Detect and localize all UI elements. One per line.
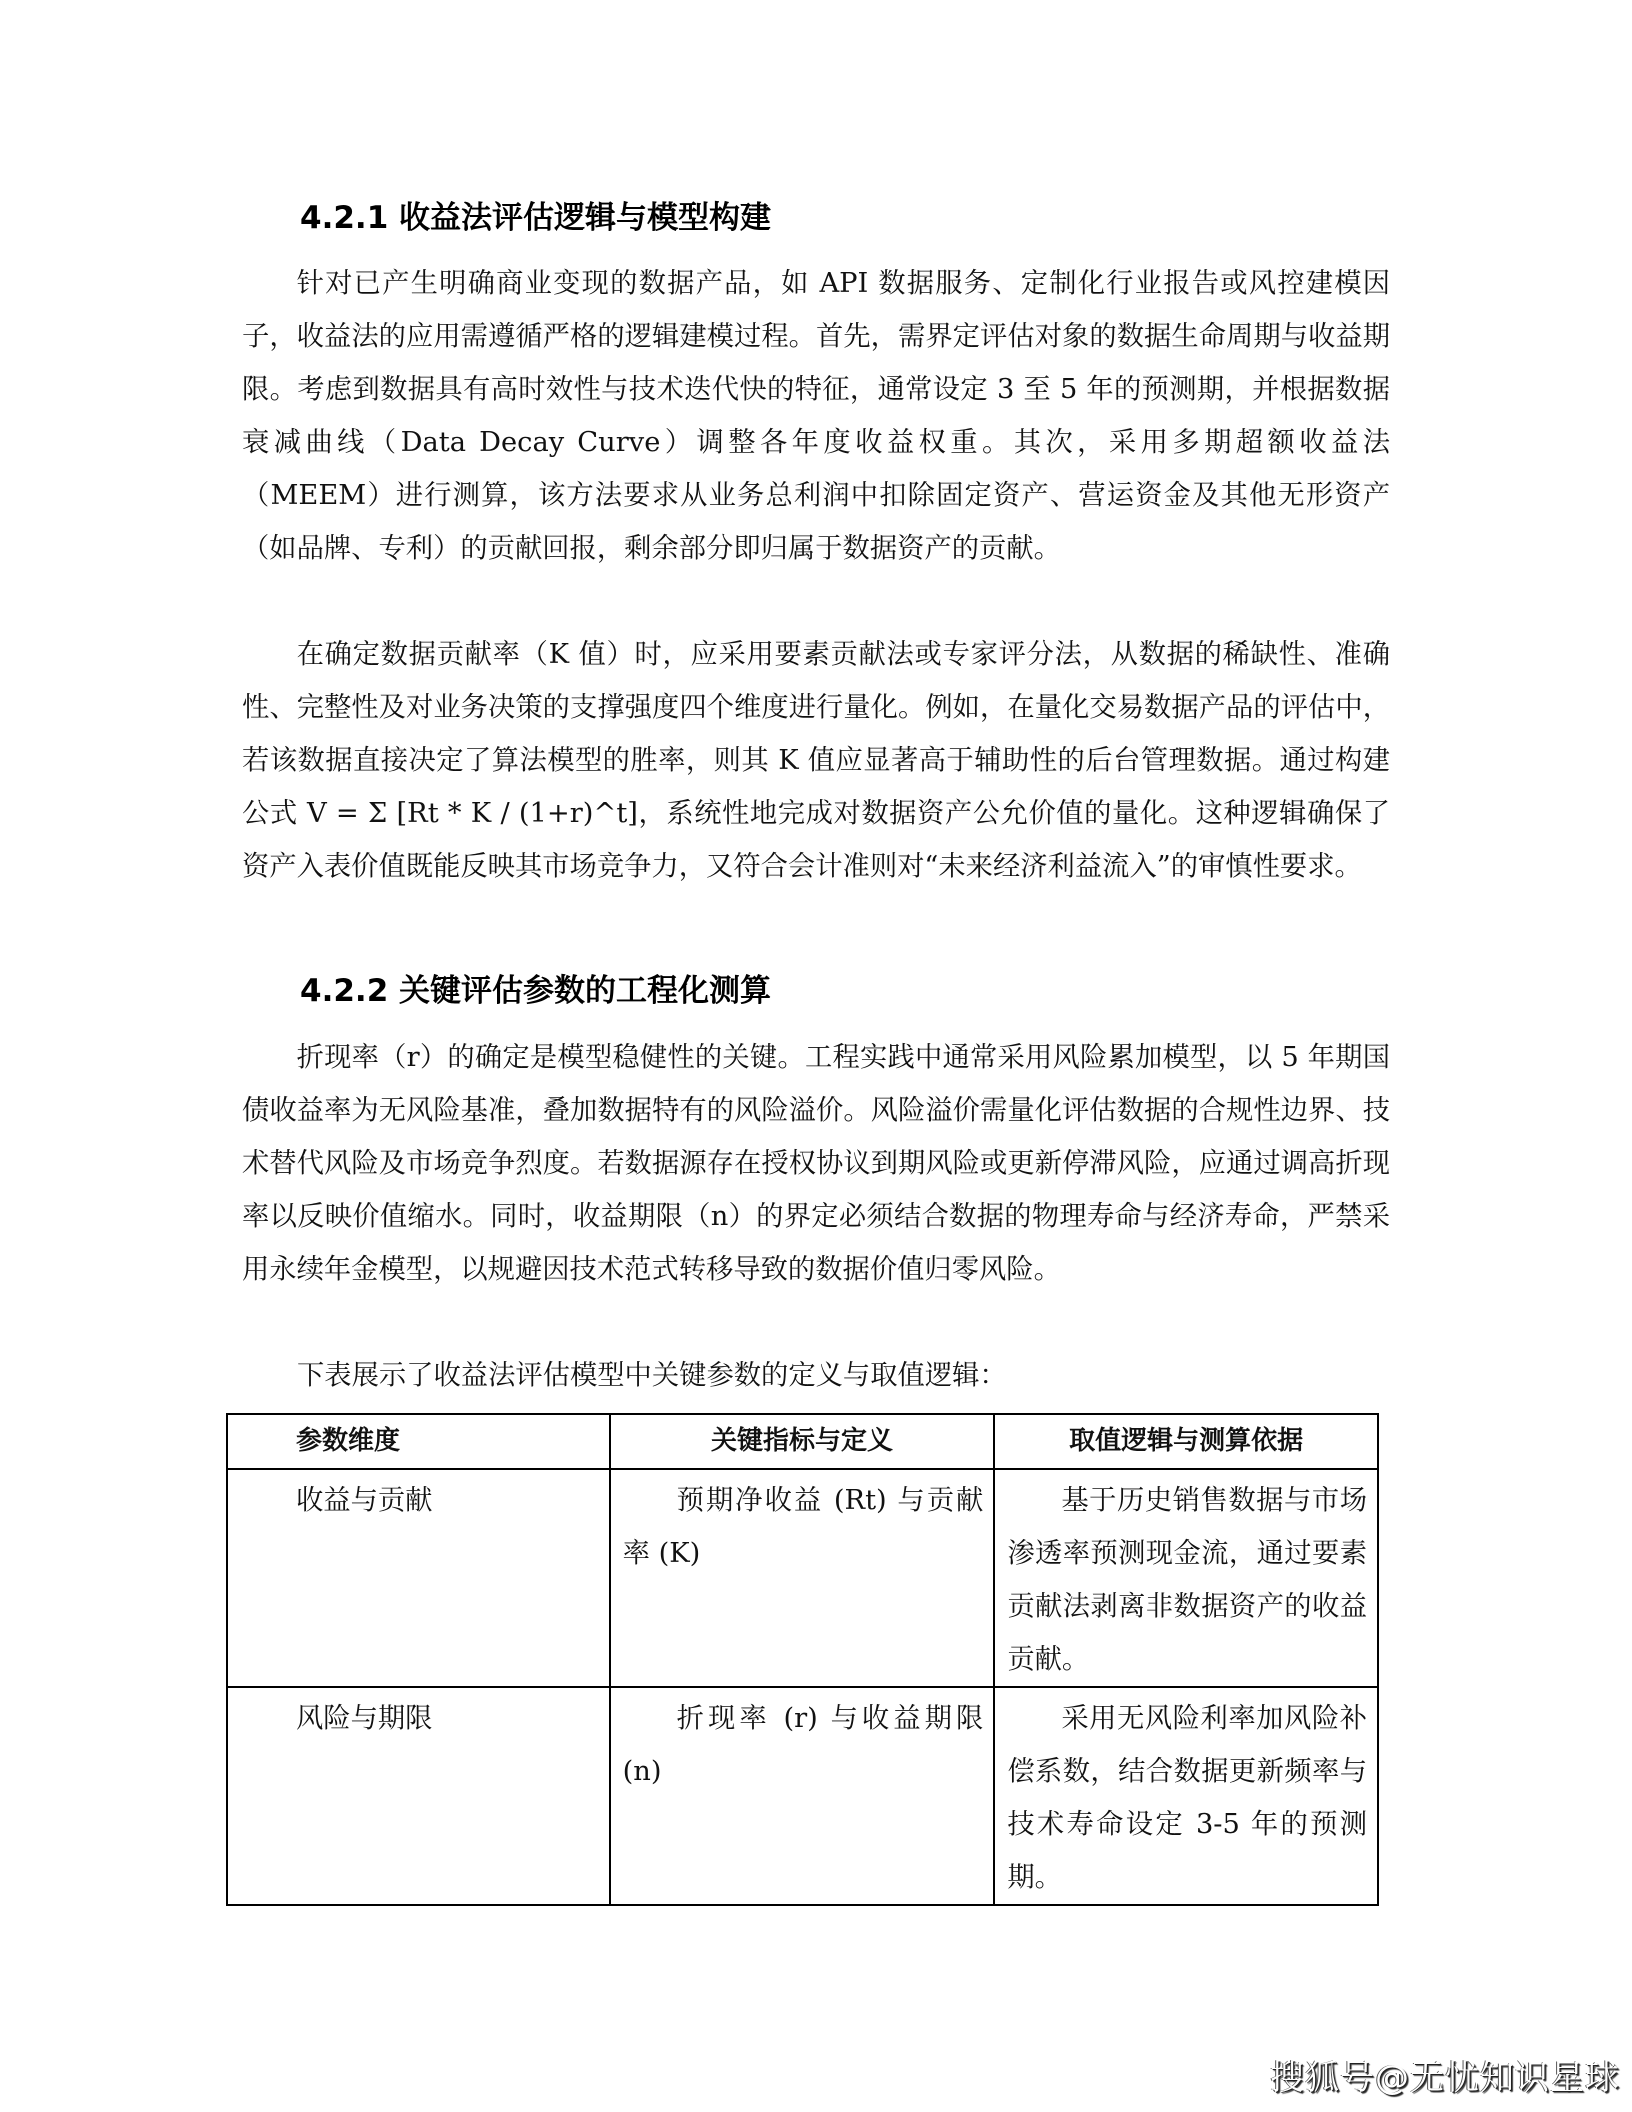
table-cell-logic bbox=[994, 1469, 1378, 1687]
header-label: 关键指标与定义 bbox=[710, 1426, 893, 1456]
paragraph-contribution-rate: 在确定数据贡献率（K 值）时，应采用要素贡献法或专家评分法，从数据的稀缺性、准确性、完整性及对业务决策的支撑强度四个维度进行量化。例如，在量化交易数据产品的评估中，若该数据直接决定了算法模型的胜率，则其 K 值应显著高于辅助性的后台管理数据。通过构建公式 V = Σ [Rt * K / (1+r)^t]，系统性地完成对数据资产公允价值的量化。这种逻辑确保了资产入表价值既能反映其市场竞争力，又符合会计准则对“未来经济利益流入”的审慎性要求。 bbox=[242, 639, 1390, 882]
table-header-dimension bbox=[227, 1414, 610, 1469]
table-header-row bbox=[227, 1414, 1378, 1469]
cell-text: 基于历史销售数据与市场渗透率预测现金流，通过要素贡献法剥离非数据资产的收益贡献。 bbox=[1007, 1485, 1367, 1675]
cell-text: 预期净收益 (Rt) 与贡献率 (K) bbox=[622, 1485, 984, 1569]
section-heading-4-2-1: 4.2.1 收益法评估逻辑与模型构建 bbox=[300, 200, 772, 236]
table-header-logic bbox=[994, 1414, 1378, 1469]
table-cell-indicator bbox=[610, 1469, 995, 1687]
paragraph-discount-rate: 折现率（r）的确定是模型稳健性的关键。工程实践中通常采用风险累加模型，以 5 年期国债收益率为无风险基准，叠加数据特有的风险溢价。风险溢价需量化评估数据的合规性边界、技术替代风险及市场竞争烈度。若数据源存在授权协议到期风险或更新停滞风险，应通过调高折现率以反映价值缩水。同时，收益期限（n）的界定必须结合数据的物理寿命与经济寿命，严禁采用永续年金模型，以规避因技术范式转移导致的数据价值归零风险。 bbox=[242, 1042, 1390, 1285]
header-label: 取值逻辑与测算依据 bbox=[1069, 1426, 1304, 1456]
cell-text: 折现率 (r) 与收益期限 (n) bbox=[622, 1703, 984, 1787]
table-cell-dimension bbox=[227, 1687, 610, 1905]
table-cell-indicator bbox=[610, 1687, 995, 1905]
section-heading-4-2-2: 4.2.2 关键评估参数的工程化测算 bbox=[300, 973, 772, 1009]
table-header-indicator bbox=[610, 1414, 995, 1469]
table-cell-dimension bbox=[227, 1469, 610, 1687]
table-intro-text: 下表展示了收益法评估模型中关键参数的定义与取值逻辑： bbox=[297, 1360, 1007, 1391]
cell-text: 收益与贡献 bbox=[296, 1485, 433, 1516]
watermark: 搜狐号@无忧知识星球 bbox=[1270, 2058, 1620, 2098]
key-parameters-table bbox=[226, 1413, 1379, 1906]
header-label: 参数维度 bbox=[296, 1426, 401, 1456]
cell-text: 采用无风险利率加风险补偿系数，结合数据更新频率与技术寿命设定 3-5 年的预测期。 bbox=[1007, 1703, 1367, 1893]
paragraph-income-approach-logic: 针对已产生明确商业变现的数据产品，如 API 数据服务、定制化行业报告或风控建模因子，收益法的应用需遵循严格的逻辑建模过程。首先，需界定评估对象的数据生命周期与收益期限。考虑到数据具有高时效性与技术迭代快的特征，通常设定 3 至 5 年的预测期，并根据数据衰减曲线（Data Decay Curve）调整各年度收益权重。其次，采用多期超额收益法（MEEM）进行测算，该方法要求从业务总利润中扣除固定资产、营运资金及其他无形资产（如品牌、专利）的贡献回报，剩余部分即归属于数据资产的贡献。 bbox=[242, 268, 1390, 564]
table-row bbox=[227, 1687, 1378, 1905]
table-cell-logic bbox=[994, 1687, 1378, 1905]
cell-text: 风险与期限 bbox=[296, 1703, 433, 1734]
table-row bbox=[227, 1469, 1378, 1687]
